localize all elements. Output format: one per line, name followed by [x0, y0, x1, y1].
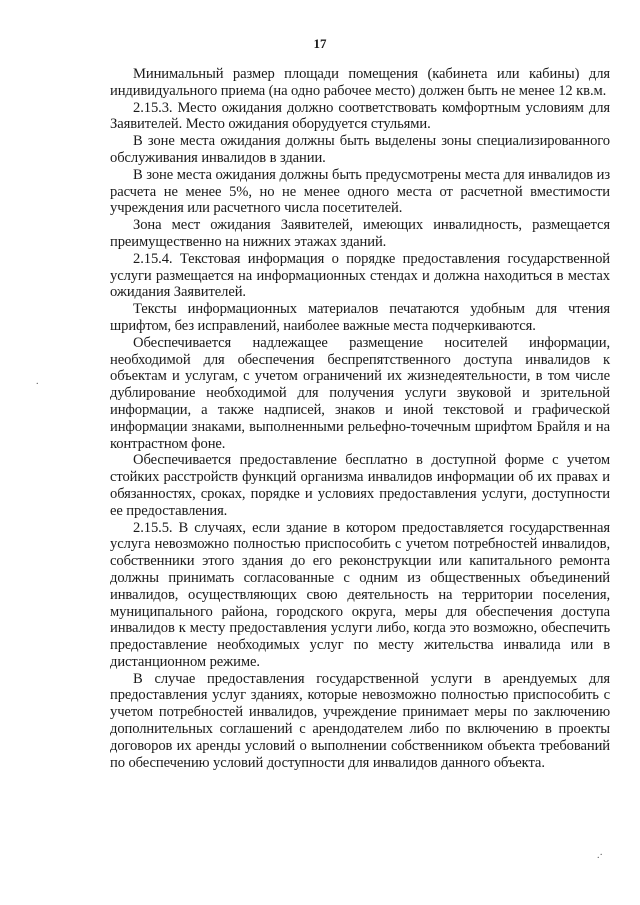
scan-mark: .· — [597, 850, 603, 861]
paragraph: 2.15.4. Текстовая информация о порядке предоставления государственной услуги размещается на информационных стендах и должна находиться в местах ожидания Заявителей. — [110, 250, 610, 301]
paragraph: В случае предоставления государственной услуги в арендуемых для предоставления услуг зданиях, которые невозможно полностью приспособить с учетом потребностей инвалидов, учреждение принимает меры по заключению дополнительных соглашений с арендодателем либо по включению в проекты договоров их аренды условий о выполнении собственником объекта требований по обеспечению условий доступности для инвалидов данного объекта. — [110, 670, 610, 771]
paragraph: 2.15.3. Место ожидания должно соответствовать комфортным условиям для Заявителей. Место ожидания оборудуется стульями. — [110, 99, 610, 133]
paragraph: Минимальный размер площади помещения (кабинета или кабины) для индивидуального приема (на одно рабочее место) должен быть не менее 12 кв.м. — [110, 66, 610, 99]
paragraph: Зона мест ожидания Заявителей, имеющих инвалидность, размещается преимущественно на нижних этажах зданий. — [110, 217, 610, 250]
paragraph: 2.15.5. В случаях, если здание в котором предоставляется государственная услуга невозможно полностью приспособить с учетом потребностей инвалидов, собственники этого здания до его реконструкции или капитального ремонта должны принимать согласованные с одним из общественных объединений инвалидов, осуществляющих свою деятельность на территории поселения, муниципального района, городского округа, меры для обеспечения доступа инвалидов к месту предоставления услуги либо, когда это возможно, обеспечить предоставление необходимых услуг по месту жительства инвалида или в дистанционном режиме. — [110, 519, 610, 670]
scan-mark: . — [36, 376, 39, 387]
page-number: 17 — [313, 36, 327, 51]
document-body — [110, 66, 610, 771]
paragraph: Обеспечивается предоставление бесплатно в доступной форме с учетом стойких расстройств функций организма инвалидов информации об их правах и обязанностях, сроках, порядке и условиях предоставления услуги, доступности ее предоставления. — [110, 452, 610, 519]
paragraph: Обеспечивается надлежащее размещение носителей информации, необходимой для обеспечения беспрепятственного доступа инвалидов к объектам и услугам, с учетом ограничений их жизнедеятельности, в том числе дублирование необходимой для получения услуги звуковой и зрительной информации, а также надписей, знаков и иной текстовой и графической информации знаками, выполненными рельефно-точечным шрифтом Брайля и на контрастном фоне. — [110, 334, 610, 452]
paragraph: Тексты информационных материалов печатаются удобным для чтения шрифтом, без исправлений, наиболее важные места подчеркиваются. — [110, 301, 610, 334]
paragraph: В зоне места ожидания должны быть выделены зоны специализированного обслуживания инвалидов в здании. — [110, 133, 610, 166]
paragraph: В зоне места ожидания должны быть предусмотрены места для инвалидов из расчета не менее 5%, но не менее одного места от расчетной вместимости учреждения или расчетного числа посетителей. — [110, 166, 610, 217]
